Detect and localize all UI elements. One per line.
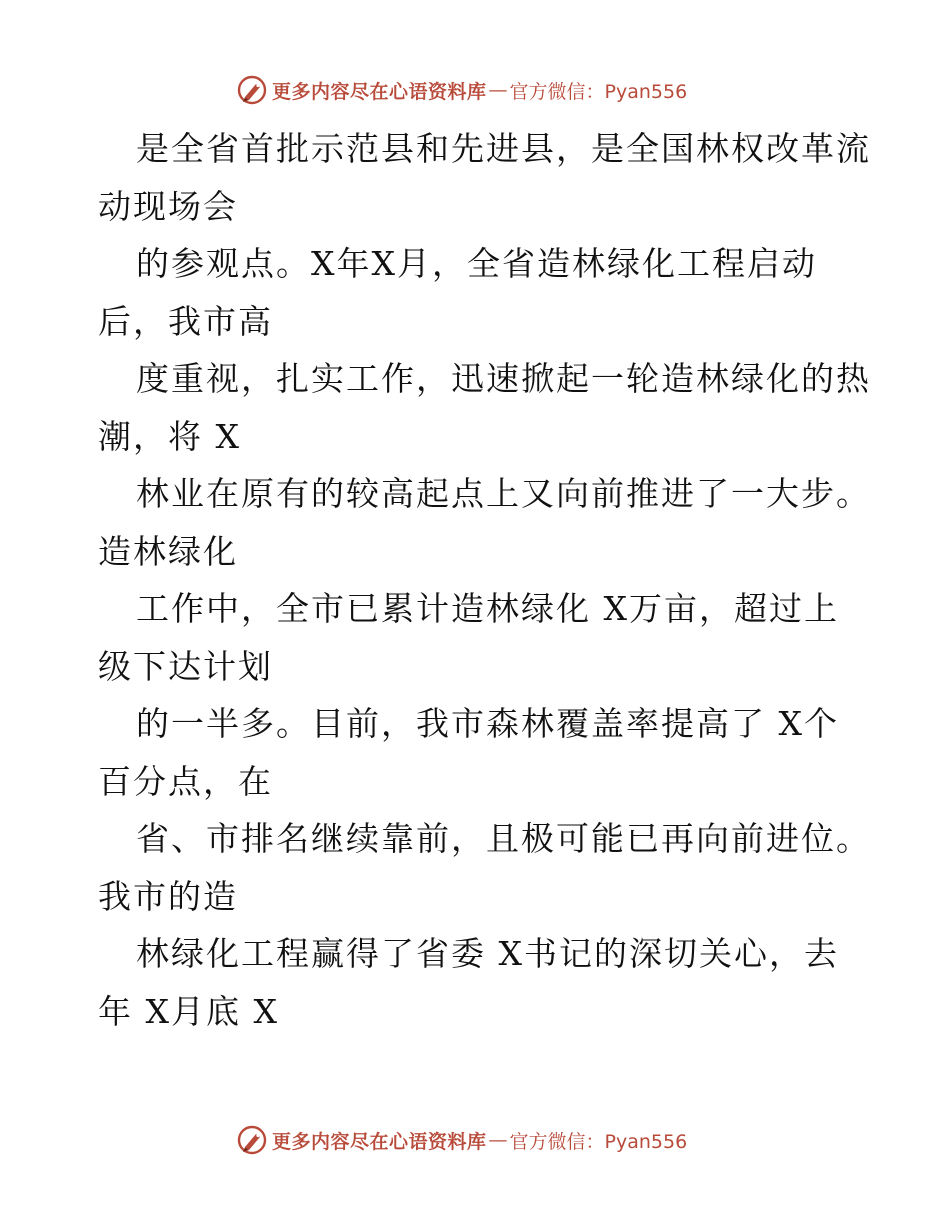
body-line: 的参观点。X年X月，全省造林绿化工程启动: [136, 244, 817, 283]
footer-site-text: 更多内容尽在心语资料库: [272, 1130, 487, 1153]
header-banner: [0, 70, 950, 110]
body-line: 造林绿化: [98, 531, 238, 571]
body-line: 级下达计划: [98, 646, 273, 686]
pen-circle-logo-icon: [236, 74, 268, 106]
header-site-text: 更多内容尽在心语资料库: [272, 80, 487, 103]
body-line: 百分点，在: [98, 761, 273, 801]
body-line: 是全省首批示范县和先进县，是全国林权改革流: [136, 129, 871, 168]
body-line: 林绿化工程赢得了省委 X书记的深切关心，去: [136, 934, 839, 973]
body-line: 林业在原有的较高起点上又向前推进了一大步。: [136, 474, 871, 513]
footer-banner: [0, 1120, 950, 1160]
header-wechat-text: 官方微信：Pyan556: [509, 80, 688, 103]
body-line: 我市的造: [98, 876, 238, 916]
body-line: 动现场会: [98, 186, 238, 226]
body-line: 省、市排名继续靠前，且极可能已再向前进位。: [136, 819, 871, 858]
header-dash: —: [488, 79, 508, 101]
body-line: 年 X月底 X: [98, 991, 279, 1031]
body-line: 后，我市高: [98, 301, 273, 341]
body-line: 工作中，全市已累计造林绿化 X万亩，超过上: [136, 589, 839, 628]
body-line: 的一半多。目前，我市森林覆盖率提高了 X个: [136, 704, 839, 743]
body-line: 潮，将 X: [98, 416, 241, 456]
pen-circle-logo-icon: [236, 1124, 268, 1156]
document-body: [0, 120, 950, 1040]
footer-dash: —: [488, 1129, 508, 1151]
footer-wechat-text: 官方微信：Pyan556: [509, 1130, 688, 1153]
header-banner-content: [236, 73, 687, 107]
footer-banner-content: [236, 1123, 687, 1157]
body-line: 度重视，扎实工作，迅速掀起一轮造林绿化的热: [136, 359, 871, 398]
